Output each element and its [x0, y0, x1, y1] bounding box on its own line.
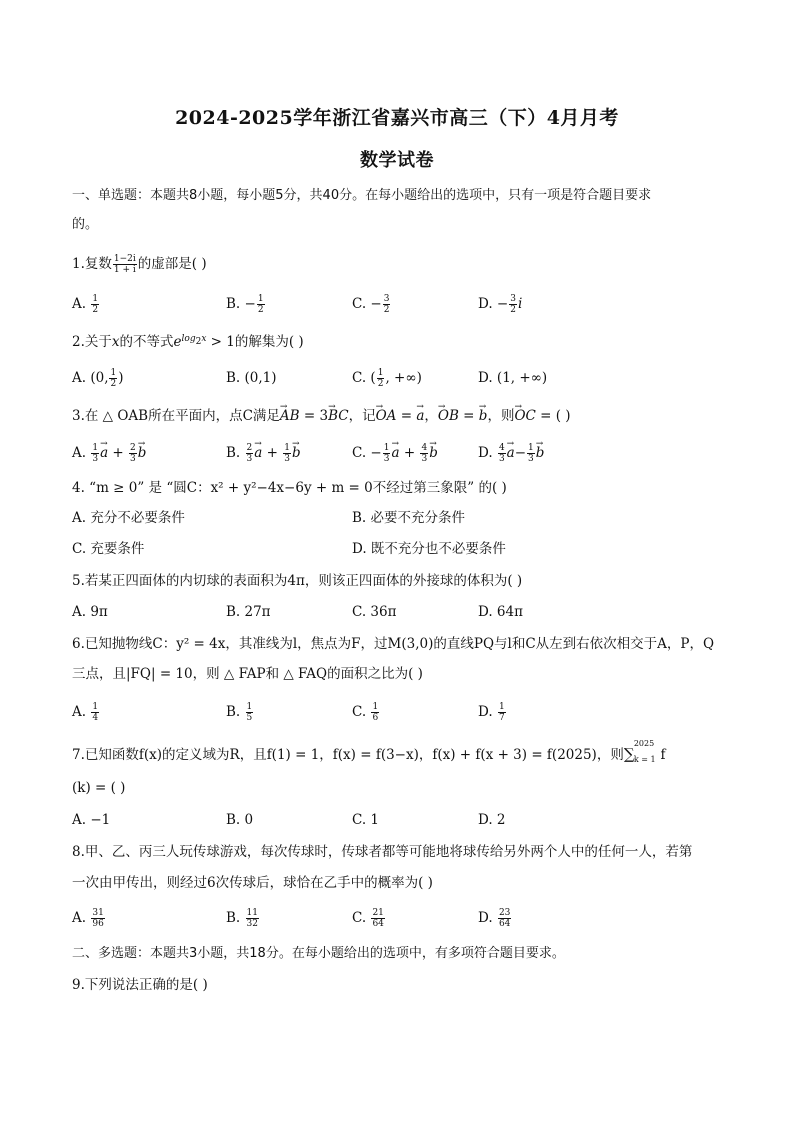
section-1-heading: 一、单选题：本题共8小题，每小题5分，共40分。在每小题给出的选项中，只有一项是符合题目要求 — [72, 188, 652, 203]
q5-option-a[interactable]: A. 9π — [72, 604, 108, 620]
q8-option-b[interactable]: B. $\frac{11}{32}$ — [226, 908, 258, 929]
q7-text: 7.已知函数f(x)的定义域为R，且f(1) = 1，f(x) = f(3−x)，f(x) + f(x + 3) = f(2025)，则 — [72, 747, 624, 763]
q3-option-a[interactable]: A. $\frac{1}{3}$ → a + $\frac{2}{3}$ → b — [72, 443, 146, 464]
q2-text-a: 2.关于 — [72, 334, 112, 350]
q1-c-num: 3 — [383, 294, 390, 304]
q1-fraction — [113, 254, 137, 275]
q1-a-num: 1 — [92, 294, 99, 304]
q1-den: 1 + i — [113, 265, 136, 275]
q1-a-frac — [91, 294, 99, 315]
q3-option-b[interactable]: B. $\frac{2}{3}$ → a + $\frac{1}{3}$ → b — [226, 443, 301, 464]
vec-b: → b — [479, 406, 488, 426]
q1-num: 1−2i — [113, 254, 136, 264]
q8-a-frac: $\frac{31}{96}$ — [92, 908, 104, 929]
q2-text-c: > 1的解集为( ) — [206, 334, 304, 350]
q6-b-frac: $\frac{1}{5}$ — [246, 702, 253, 723]
q1-prefix: 1.复数 — [72, 256, 112, 272]
q1-b-frac — [257, 294, 265, 315]
q6-c-frac: $\frac{1}{6}$ — [372, 702, 379, 723]
q5-option-b[interactable]: B. 27π — [226, 604, 271, 620]
q6-option-a[interactable]: A. $\frac{1}{4}$ — [72, 702, 99, 723]
q2-c-frac: $\frac{1}{2}$ — [377, 368, 384, 389]
q1-c-den: 2 — [383, 305, 390, 315]
q3-text-f: = — [458, 408, 479, 424]
question-6-cont: 三点，且|FQ| = 10，则 △ FAP和 △ FAQ的面积之比为( ) — [72, 666, 423, 682]
question-9: 9.下列说法正确的是( ) — [72, 977, 208, 993]
question-8-cont: 一次由甲传出，则经过6次传球后，球恰在乙手中的概率为( ) — [72, 875, 433, 891]
q3-text-c: ，记 — [348, 408, 376, 424]
question-1 — [72, 254, 722, 275]
q8-option-c[interactable]: C. $\frac{21}{64}$ — [352, 908, 384, 929]
vec-bc: → BC — [328, 406, 349, 426]
q1-c-frac — [383, 294, 391, 315]
q3-option-c[interactable]: C. − $\frac{1}{3}$ → a + $\frac{4}{3}$ → b — [352, 443, 438, 464]
q1-d-den: 2 — [510, 305, 516, 315]
q3-text: 3.在 △ OAB所在平面内，点C满足 — [72, 408, 280, 424]
vec-ob: → OB — [438, 406, 459, 426]
q3-text-d: = — [396, 408, 417, 424]
q6-d-frac: $\frac{1}{7}$ — [498, 702, 505, 723]
question-7 — [72, 739, 722, 765]
q1-suffix: 的虚部是( ) — [137, 256, 207, 272]
sigma-bot: k = 1 — [633, 755, 656, 764]
q4-option-c[interactable]: C. 充要条件 — [72, 541, 145, 557]
question-5: 5.若某正四面体的内切球的表面积为4π，则该正四面体的外接球的体积为( ) — [72, 573, 523, 589]
q1-a-den: 2 — [92, 305, 99, 315]
q1-option-b[interactable]: B. − $\frac{1}{2}$ — [226, 294, 264, 315]
q3-text-b: = 3 — [299, 408, 329, 424]
q6-a-frac: $\frac{1}{4}$ — [92, 702, 99, 723]
sigma-symbol: ∑ 2025 k = 1 — [624, 744, 635, 764]
sigma-top: 2025 — [633, 739, 655, 748]
q4-option-a[interactable]: A. 充分不必要条件 — [72, 510, 185, 526]
q7-option-c[interactable]: C. 1 — [352, 812, 380, 828]
q6-option-c[interactable]: C. $\frac{1}{6}$ — [352, 702, 379, 723]
question-4: 4. “m ≥ 0” 是 “圆C：x² + y²−4x−6y + m = 0不经过第三象限” 的( ) — [72, 480, 507, 496]
q4-option-b[interactable]: B. 必要不充分条件 — [352, 510, 466, 526]
section-1-heading-cont: 的。 — [72, 217, 99, 232]
q3-option-d[interactable]: D. $\frac{4}{3}$ → a− $\frac{1}{3}$ → b — [478, 443, 544, 464]
q3-text-h: = ( ) — [535, 408, 571, 424]
q8-option-a[interactable]: A. $\frac{31}{96}$ — [72, 908, 104, 929]
q1-d-num: 3 — [510, 294, 516, 304]
q7-text-end: f — [660, 747, 666, 763]
vec-oa: → OA — [376, 406, 397, 426]
question-2: 2.关于x的不等式$e^{log_2x} > 1$的解集为( ) — [72, 333, 304, 350]
q1-option-d[interactable]: D. − $\frac{3}{2}$ i — [478, 294, 523, 315]
q2-option-c[interactable]: C. ( $\frac{1}{2}$ , +∞) — [352, 368, 422, 389]
section-2-heading: 二、多选题：本题共3小题，共18分。在每小题给出的选项中，有多项符合题目要求。 — [72, 946, 565, 961]
question-6: 6.已知抛物线C：y² = 4x，其准线为l，焦点为F，过M(3,0)的直线PQ与l和C从左到右依次相交于A，P，Q — [72, 636, 715, 652]
vec-oc: → OC — [514, 406, 535, 426]
q7-option-d[interactable]: D. 2 — [478, 812, 506, 828]
q2-option-a[interactable]: A. (0, $\frac{1}{2}$ ) — [72, 368, 124, 389]
q8-option-d[interactable]: D. $\frac{23}{64}$ — [478, 908, 511, 929]
question-3 — [72, 406, 722, 426]
q6-option-d[interactable]: D. $\frac{1}{7}$ — [478, 702, 505, 723]
q5-option-c[interactable]: C. 36π — [352, 604, 397, 620]
q3-text-g: ，则 — [487, 408, 515, 424]
q5-option-d[interactable]: D. 64π — [478, 604, 523, 620]
q8-d-frac: $\frac{23}{64}$ — [498, 908, 511, 929]
q7-option-a[interactable]: A. −1 — [72, 812, 111, 828]
q1-b-den: 2 — [257, 305, 264, 315]
q2-a-frac: $\frac{1}{2}$ — [110, 368, 117, 389]
vec-a: → a — [416, 406, 424, 426]
q3-text-e: ， — [424, 408, 438, 424]
q2-option-d[interactable]: D. (1, +∞) — [478, 370, 548, 386]
q1-option-a[interactable]: A. $\frac{1}{2}$ — [72, 294, 99, 315]
question-8: 8.甲、乙、丙三人玩传球游戏，每次传球时，传球者都等可能地将球传给另外两个人中的任何一人，若第 — [72, 844, 693, 860]
q2-option-b[interactable]: B. (0,1) — [226, 370, 277, 386]
exam-subtitle: 数学试卷 — [360, 150, 434, 171]
question-7-cont: (k) = ( ) — [72, 780, 126, 796]
q1-option-c[interactable]: C. − $\frac{3}{2}$ — [352, 294, 390, 315]
q4-option-d[interactable]: D. 既不充分也不必要条件 — [352, 541, 506, 557]
q6-option-b[interactable]: B. $\frac{1}{5}$ — [226, 702, 253, 723]
q7-option-b[interactable]: B. 0 — [226, 812, 254, 828]
q1-d-frac — [509, 294, 517, 315]
q1-b-num: 1 — [257, 294, 264, 304]
q8-b-frac: $\frac{11}{32}$ — [246, 908, 258, 929]
q8-c-frac: $\frac{21}{64}$ — [372, 908, 384, 929]
vec-ab: → AB — [280, 406, 300, 426]
q2-text-b: 的不等式 — [119, 334, 174, 350]
exam-title: 2024-2025学年浙江省嘉兴市高三（下）4月月考 — [175, 107, 619, 129]
